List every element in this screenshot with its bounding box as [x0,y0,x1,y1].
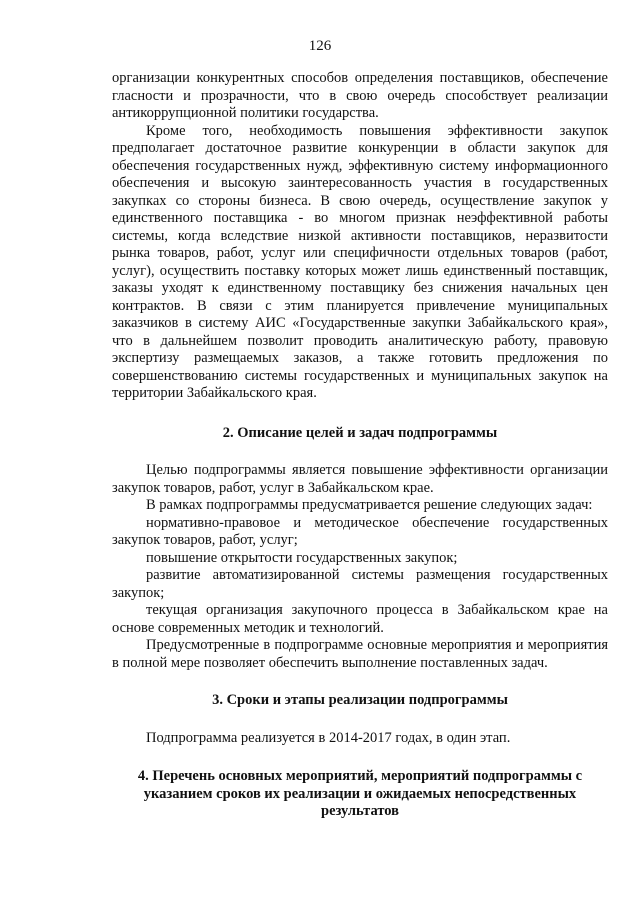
section-4-heading: 4. Перечень основных мероприятий, мероприятий подпрограммы с указанием сроков их реализации и ожидаемых непосредственных результатов [137,768,583,819]
section-2-conclusion: Предусмотренные в подпрограмме основные мероприятия и мероприятия в полной мере позволяет обеспечить выполнение поставленных задач. [112,637,608,671]
document-body [112,70,608,821]
section-2-goal: Целью подпрограммы является повышение эффективности организации закупок товаров, работ, услуг в Забайкальском крае. [112,462,608,496]
task-item: развитие автоматизированной системы размещения государственных закупок; [112,567,608,601]
task-item: нормативно-правовое и методическое обеспечение государственных закупок товаров, работ, услуг; [112,514,608,548]
task-item: текущая организация закупочного процесса в Забайкальском крае на основе современных методик и технологий. [112,602,608,636]
section-2-tasks-intro: В рамках подпрограммы предусматривается решение следующих задач: [146,497,593,513]
page-number: 126 [308,38,332,54]
intro-paragraph-competition: Кроме того, необходимость повышения эффективности закупок предполагает достаточное развитие конкуренции в области закупок для обеспечения государственных нужд, эффективную систему информационного обеспечения и высокую заинтересованность участия в государственных закупках со стороны бизнеса. В свою очередь, осуществление закупок у единственного поставщика - во многом признак неэффективной работы системы, когда вследствие низкой активности поставщиков, неразвитости рынка товаров, работ, услуг или специфичности отдельных товаров (работ, услуг), осуществить поставку которых может лишь единственный поставщик, заказы уходят к единственному поставщику без снижения начальных цен контрактов. В связи с этим планируется привлечение муниципальных заказчиков в систему АИС «Государственные закупки Забайкальского края», что в дальнейшем позволит проводить аналитическую работу, правовую экспертизу размещаемых заказов, а также готовить предложения по совершенствованию системы государственных и муниципальных закупок на территории Забайкальского края. [112,122,608,401]
section-3-heading: 3. Сроки и этапы реализации подпрограммы [212,692,508,708]
task-item: повышение открытости государственных закупок; [146,549,458,566]
section-2-heading: 2. Описание целей и задач подпрограммы [222,424,498,441]
intro-paragraph-continued: организации конкурентных способов определения поставщиков, обеспечение гласности и прозрачности, что в свою очередь способствует реализации антикоррупционной политики государства. [112,70,608,121]
section-3-text: Подпрограмма реализуется в 2014-2017 годах, в один этап. [146,729,511,746]
